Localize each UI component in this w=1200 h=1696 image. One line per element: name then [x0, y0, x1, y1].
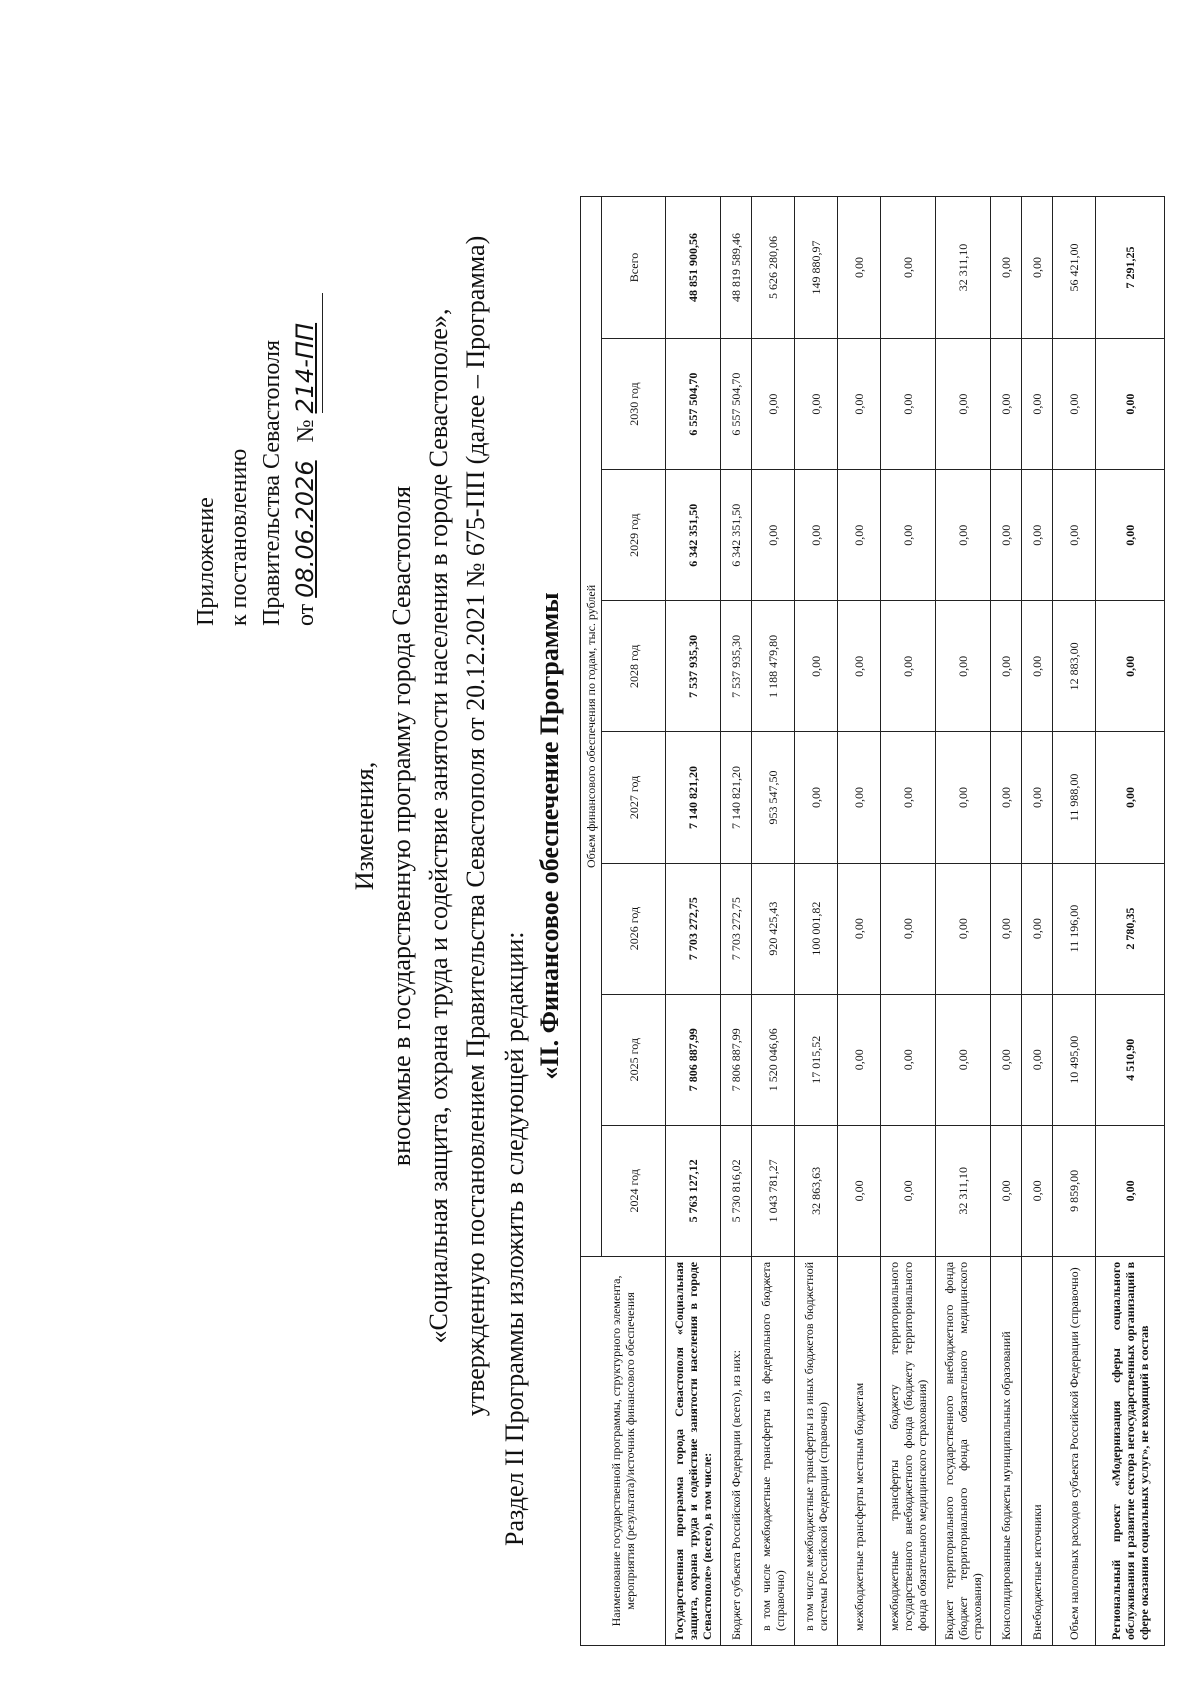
cell-value: 0,00: [1022, 994, 1053, 1125]
total-header: Всего: [602, 197, 666, 339]
cell-total: 0,00: [991, 197, 1022, 339]
cell-value: 2 780,35: [1096, 863, 1165, 994]
cell-value: 0,00: [1096, 470, 1165, 601]
appendix-decree-label: к постановлению: [226, 448, 252, 626]
cell-value: 7 806 887,99: [721, 994, 752, 1125]
cell-value: 0,00: [838, 339, 881, 470]
cell-value: 0,00: [991, 994, 1022, 1125]
cell-value: 7 537 935,30: [666, 601, 721, 732]
cell-total: 0,00: [881, 197, 936, 339]
table-row: [752, 197, 795, 1646]
cell-value: 32 311,10: [936, 1125, 991, 1256]
cell-value: 7 537 935,30: [721, 601, 752, 732]
cell-value: 4 510,90: [1096, 994, 1165, 1125]
year-header: 2029 год: [602, 470, 666, 601]
changes-title: [346, 126, 494, 1526]
cell-value: 1 188 479,80: [752, 601, 795, 732]
financing-table: [580, 196, 1165, 1646]
cell-value: 0,00: [1096, 732, 1165, 863]
cell-value: 10 495,00: [1053, 994, 1096, 1125]
cell-value: 0,00: [881, 732, 936, 863]
cell-total: 56 421,00: [1053, 197, 1096, 339]
cell-value: 0,00: [838, 732, 881, 863]
cell-value: 0,00: [838, 863, 881, 994]
cell-value: 0,00: [991, 601, 1022, 732]
title-line-1: Изменения,: [350, 761, 379, 891]
year-header: 2026 год: [602, 863, 666, 994]
cell-value: 6 342 351,50: [721, 470, 752, 601]
appendix-government: Правительства Севастополя: [259, 339, 285, 626]
cell-value: 7 703 272,75: [721, 863, 752, 994]
cell-value: 0,00: [752, 470, 795, 601]
cell-value: 0,00: [991, 470, 1022, 601]
year-header: 2027 год: [602, 732, 666, 863]
cell-value: 0,00: [838, 601, 881, 732]
cell-value: 0,00: [795, 470, 838, 601]
cell-value: 7 806 887,99: [666, 994, 721, 1125]
cell-value: 0,00: [795, 601, 838, 732]
cell-value: 0,00: [1053, 339, 1096, 470]
cell-value: 0,00: [1053, 470, 1096, 601]
cell-value: 9 859,00: [1053, 1125, 1096, 1256]
handwritten-date: 08.06.2026: [291, 460, 319, 598]
cell-value: 0,00: [881, 1125, 936, 1256]
appendix-label: Приложение: [193, 497, 219, 626]
cell-value: 6 557 504,70: [721, 339, 752, 470]
row-name: в том числе межбюджетные трансферты из федерального бюджета (справочно): [752, 1256, 795, 1645]
cell-value: 11 196,00: [1053, 863, 1096, 994]
column-header-name: Наименование государственной программы, структурного элемента, мероприятия (результата)/источник финансового обеспечения: [581, 1256, 666, 1645]
cell-value: 0,00: [936, 470, 991, 601]
table-row: [1096, 197, 1165, 1646]
cell-value: 0,00: [991, 1125, 1022, 1256]
row-name: Бюджет территориального государственного внебюджетного фонда (бюджет территориального фонда обязательного медицинского страхования): [936, 1256, 991, 1645]
cell-value: 0,00: [991, 863, 1022, 994]
cell-value: 100 001,82: [795, 863, 838, 994]
row-name: Объем налоговых расходов субъекта Российской Федерации (справочно): [1053, 1256, 1096, 1645]
cell-value: 5 730 816,02: [721, 1125, 752, 1256]
year-header: 2030 год: [602, 339, 666, 470]
row-name: Консолидированные бюджеты муниципальных образований: [991, 1256, 1022, 1645]
row-name: Региональный проект «Модернизация сферы социального обслуживания и развитие сектора негосударственных организаций в сфере оказания социальных услуг», не входящий в состав: [1096, 1256, 1165, 1645]
cell-value: 12 883,00: [1053, 601, 1096, 732]
cell-value: 0,00: [881, 601, 936, 732]
table-row: [721, 197, 752, 1646]
section-intro: Раздел II Программы изложить в следующей редакции:: [500, 931, 529, 1546]
table-row: [991, 197, 1022, 1646]
cell-value: 11 988,00: [1053, 732, 1096, 863]
cell-value: 7 140 821,20: [721, 732, 752, 863]
table-row: [666, 197, 721, 1646]
row-name: межбюджетные трансферты местным бюджетам: [838, 1256, 881, 1645]
cell-value: 920 425,43: [752, 863, 795, 994]
cell-value: 0,00: [1022, 339, 1053, 470]
cell-value: 0,00: [838, 470, 881, 601]
cell-value: 0,00: [752, 339, 795, 470]
cell-value: 0,00: [936, 863, 991, 994]
cell-value: 0,00: [1022, 1125, 1053, 1256]
table-row: [881, 197, 936, 1646]
cell-value: 5 763 127,12: [666, 1125, 721, 1256]
group-header-volume: Объем финансового обеспечения по годам, тыс. рублей: [581, 197, 602, 1257]
row-name: межбюджетные трансферты бюджету территориального государственного внебюджетного фонда (бюджету территориального фонда обязательного медицинского страхования): [881, 1256, 936, 1645]
cell-total: 0,00: [838, 197, 881, 339]
table-row: [838, 197, 881, 1646]
cell-value: 0,00: [1096, 601, 1165, 732]
row-name: в том числе межбюджетные трансферты из иных бюджетов бюджетной системы Российской Федерации (справочно): [795, 1256, 838, 1645]
cell-value: 7 703 272,75: [666, 863, 721, 994]
cell-value: 0,00: [881, 994, 936, 1125]
appendix-date-number: [289, 146, 323, 626]
cell-value: 1 520 046,06: [752, 994, 795, 1125]
cell-total: 5 626 280,06: [752, 197, 795, 339]
row-name: Государственная программа города Севастополя «Социальная защита, охрана труда и содействие занятости населения в городе Севастополе» (всего), в том числе:: [666, 1256, 721, 1645]
table-row: [1053, 197, 1096, 1646]
cell-total: 149 880,97: [795, 197, 838, 339]
handwritten-number: 214-ПП: [289, 294, 323, 414]
table-row: [1022, 197, 1053, 1646]
cell-value: 0,00: [936, 339, 991, 470]
cell-value: 0,00: [838, 1125, 881, 1256]
cell-value: 6 557 504,70: [666, 339, 721, 470]
cell-value: 0,00: [838, 994, 881, 1125]
cell-value: 0,00: [881, 863, 936, 994]
cell-value: 0,00: [1022, 863, 1053, 994]
cell-value: 0,00: [991, 732, 1022, 863]
cell-value: 32 863,63: [795, 1125, 838, 1256]
cell-value: 0,00: [881, 339, 936, 470]
cell-value: 0,00: [1022, 601, 1053, 732]
cell-value: 0,00: [1096, 1125, 1165, 1256]
title-line-2: вносимые в государственную программу города Севастополя: [387, 485, 416, 1167]
year-header: 2028 год: [602, 601, 666, 732]
title-line-4: утвержденную постановлением Правительства Севастополя от 20.12.2021 № 675-ПП (далее – Программа): [461, 235, 490, 1417]
cell-total: 7 291,25: [1096, 197, 1165, 339]
table-row: [795, 197, 838, 1646]
from-prefix: от: [293, 603, 319, 626]
cell-value: 0,00: [991, 339, 1022, 470]
appendix-block: [190, 146, 323, 626]
cell-total: 48 851 900,56: [666, 197, 721, 339]
cell-total: 48 819 589,46: [721, 197, 752, 339]
cell-value: 953 547,50: [752, 732, 795, 863]
cell-value: 0,00: [795, 732, 838, 863]
title-line-3: «Социальная защита, охрана труда и содействие занятости населения в городе Севастополе»,: [424, 308, 453, 1344]
cell-value: 17 015,52: [795, 994, 838, 1125]
cell-value: 0,00: [1096, 339, 1165, 470]
cell-value: 0,00: [936, 601, 991, 732]
cell-value: 0,00: [795, 339, 838, 470]
table-row: [936, 197, 991, 1646]
cell-value: 1 043 781,27: [752, 1125, 795, 1256]
cell-value: 0,00: [936, 994, 991, 1125]
number-prefix: №: [293, 419, 319, 443]
section-title: «II. Финансовое обеспечение Программы: [535, 592, 564, 1080]
cell-total: 32 311,10: [936, 197, 991, 339]
cell-value: 7 140 821,20: [666, 732, 721, 863]
cell-value: 0,00: [936, 732, 991, 863]
cell-value: 0,00: [1022, 732, 1053, 863]
cell-value: 0,00: [1022, 470, 1053, 601]
cell-value: 6 342 351,50: [666, 470, 721, 601]
cell-value: 0,00: [881, 470, 936, 601]
year-header: 2024 год: [602, 1125, 666, 1256]
row-name: Бюджет субъекта Российской Федерации (всего), из них:: [721, 1256, 752, 1645]
cell-total: 0,00: [1022, 197, 1053, 339]
year-header: 2025 год: [602, 994, 666, 1125]
row-name: Внебюджетные источники: [1022, 1256, 1053, 1645]
